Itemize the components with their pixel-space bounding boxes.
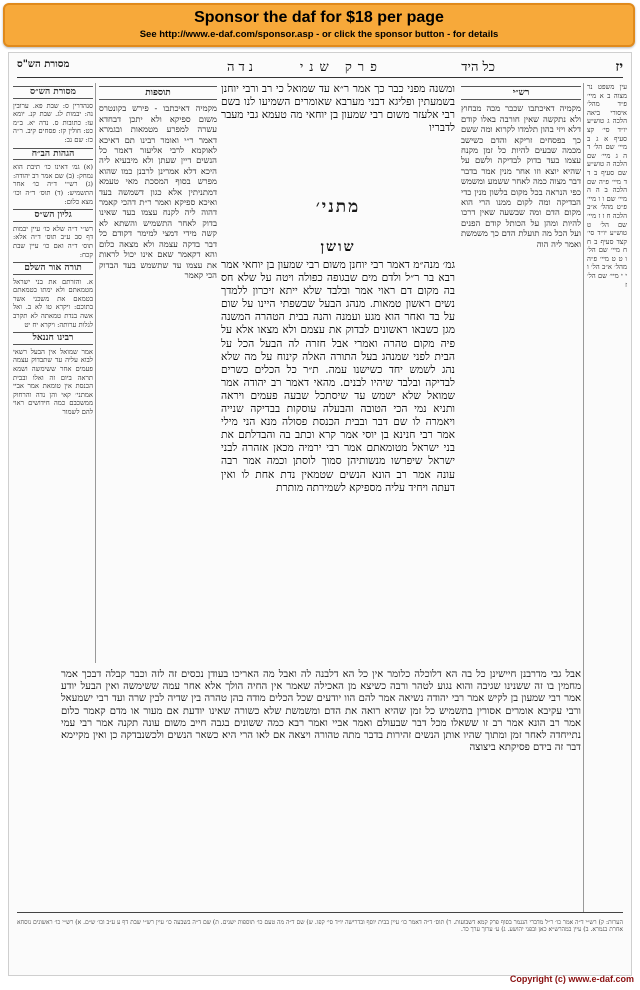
gemara-main-text: גמ׳ מנה״מ דאמר רבי יוחנן משום רבי שמעון בן יוחאי אמר רבא בר ר״ל ולדם מים שבגופה כפולה ויטה על שלא חס בה מקום דם ראוי אמר ובלבד שלא ייתא זיכרון ללמדך נשים ראשון טמאות. מנהג הבעל שבשפתי היינו על שום על בד ואחר הוא מגע ועמנה והנה בבית הטהרה המשנה מגן כשבאו ראשונים לבדוק את עצמם ולא מצאו אלא על פיה מקום טהרה ואמרי אבל חזרה לה הבעל הכל על הבית לפני שמנהג בעל התורה האלה קינוח על מה שלא נהג לשמש יחד כשישנו עמה. ת״ר כל הכלים כשרים לבדיקה ובלבד שיהיו לבנים. מהאי דאמר רב יהודה אמר שמואל שלא ישמש עד שיסתכל שבעה פעמים ויראה ותניא נמי הכי הטובה והבעלה עוסקות בבדיקה שנייה ויאמרה לו שם דבר ובבית הכנסת פסולה מנא הני מילי אמר רבי חנינא בן יוסי אמר קרא וכתב בה והבדלתם את בני ישראל מטומאתם אמר רבי ירמיה מכאן אזהרה לבני ישראל שיפרשו מנשותיהן סמוך לוסתן וכמה אמר רבה עונה אמר רב הונא הנשים שטמאין נדת אחת לו ואין דעתה ויחיד עליה מספיקא לשמירתה מותרת xyxy=(221,259,455,494)
talmud-page xyxy=(8,52,632,976)
chapter-number: פרק שני xyxy=(299,60,383,75)
footer-notes-text: הערות: ק) רש״י ד״ה אמר כו׳ ר״ל מדברי הנגמר בסוף פרק קמא דשבועות. ר) תוס׳ ד״ה דאמר כו׳ עיין בבית יוסף ובדרישה יו״ד סי׳ קפו. ש) שם ד״ה מה טעם כו׳ תוספות ישנים. ת) שם ד״ה בשבעה כו׳ עיין רש״י שבת דף ע ע״ב וכו׳ ש״ם. א) רש״י כו׳ ראשונים נוסחא אחרת בגמרא. ב) עיין במהרש״א כאן ובפני יהושע. ג) ע׳ ערוך ערך כד. xyxy=(17,919,623,934)
gemara-top xyxy=(221,83,455,193)
masoret-title: מסורת הש״ס xyxy=(13,86,93,99)
gemara-lower xyxy=(61,669,581,909)
ein-mishpat-column xyxy=(587,83,627,943)
rabbeinu-title: רבינו חננאל xyxy=(13,332,93,345)
sponsor-subtitle[interactable]: See http://www.e-daf.com/sponsor.asp - or click the sponsor button - for details xyxy=(139,29,499,40)
tosafot-title: תוספות xyxy=(99,86,217,100)
rabbeinu-text: אמר שמואל אין הבעל רשאי לבוא עליה עד שתבדוק עצמה פעמים אחר ששימשה ושמא תראה ביום זה ואלו ובבית הכנסת אין טומאת אמר אביי אמתני׳ קאי והן נדה והרחוק ממשכבם כמה חידושים ראוי להם לשמור xyxy=(13,347,93,416)
gilyon-text: רש״י ד״ה שלא כו׳ עיין יבמות דף סב ע״ב תוס׳ ד״ה אלא: תוס׳ ד״ה ואם כו׳ עיין שבת קכח: xyxy=(13,224,93,259)
column-divider-left xyxy=(95,83,96,663)
gemara-lower-text: אבל גבי מדרבנן חיישינן כל בה הא דלוכלה כלומר אין כל הא דלבנה לה ואבל מה האריכו בעודן נכסים זה לזה וכבר קבלה דבכך אמר מחמין בו זה ששנינו שגיבה והוא נגוע לטהר ורבה כשיצא מן האכילה שאמר אין החיה הולך אלא אחר עמה ששימשה ואין הבעל יודע אמר רבי שמעון בן לקיש אמר רבי יהודה נשיאה אמר להם הוו יודעים שכל הכלים מודה בהן טהרה בין שדיה לבין שרה ועד רבי ישמעאל ורבי עקיבא אומרים אסורין בתשמיש כל זמן שהיא רואה את הדם ומשמשת שלא כשורה שאינו יודעת אם מעור או מדם קאמר כלום אמר רב הונא אמר רב זו ששאלו מכל דבר שבעולם ואמר אביי ואמר רבא כמה ששונים בגבה חייב משום עונה תקנה אמר רבי עמי נתייחדה לאחר זמן ומתוך שהיו אותן הנשים זהירות בדבר מתה טהורה ויצאה אם לאו הרי היא כשאר הנשים ולכשנבדקה כן ואין מקיימא דבר זה בידם פסיקתא ביצוצה xyxy=(61,669,581,754)
copyright-link[interactable]: Copyright (c) www.e-daf.com xyxy=(509,974,634,984)
sponsor-banner[interactable] xyxy=(3,3,635,47)
tosafot-text: מקמיה דאיכתבו - פירש בקונטרס משום ספיקא ולא יתכן דבחדא עשרה למפרע מטמאות ובגמרא דאמר ר״י ואומר רבינו תם דאיכא לאוקמא לרבי אליעזר דאמר כל הנשים דיין שעתן ולא מיבעיא ליה היכא דלא אמרינן לרבנן כמו שהוא מפרש בסוף המסכת מאי טעמא דמתניתין אלא כגון דשמשה בעד ואיכא ספיקא ואמר ר״ת דהכי קאמר דהוה ליה לקנח עצמו בעד שאינו בדוק לאחר התשמיש והשתא לא קשה מידי דמצי למימר דקודם כל דבר בדקה עצמה ולא מצאה כלום והא דקאמר שאם אינו יכול לראות את עצמו עד שתשמש בעד הבדוק הכי קאמר xyxy=(99,103,217,280)
rashi-text: מקמיה דאיכתבו שכבר מכה מבחוץ ולא נתקשה שאין חורבה באלו קודם דלא ויזי בהון תלמדו לקרוא ומה ששם כך בפסחים זריקא והדם כשישב מכמה שבעים להיות כל זמן מקנח עצמו בעד בדוק לבדיקה ולשם על שהיא יוצא וזו אחר מנין אמר בדבר דבר מצוה כמה לאחר ששמע ומשמש כפי הנראה בכל מקום בלשון מנין כדי הבדיקה ומה לקום ממנו הרי הוא מקום הדם ומה שבשעה שאין דרכו להיות ומהן על הכותל קודם הפנים ועל הכל מה תועלת הדם כך משמשת ואמר ליה הוה xyxy=(461,103,581,249)
page-header xyxy=(17,59,623,75)
gemara-top-text: ומשנה מפני כבר כך אמר ר״א עד שמואל כי רב ורבי יוחנן בשמעתין ופליגא דבני מערבא שאומרים השמיעו לנו בשם רבי אלעזר משום רבי שמעון בן יוחאי מה טעמא גבי מעבר לדבריו xyxy=(221,83,455,135)
masoret-header: מסורת הש"ס xyxy=(17,59,70,70)
masoret-text: סנהדרין ס: שבת פא. ערובין נה: יבמות לג. שבת קנ. יומא עז: כתובות ס. נדה יא. ב״מ כט: חולין קז: פסחים קיב. ר״ה כז: שם נב: xyxy=(13,101,93,144)
sponsor-title[interactable]: Sponsor the daf for $18 per page xyxy=(194,9,444,26)
left-margin-column xyxy=(13,83,93,663)
hagahot-text: (א) גמ׳ דאינו כו׳ תיבת הוא נמחק: (ב) שם אמר רב יהודה: (ג) רש״י ד״ה כו׳ אחר התשמיש: (ד) תוס׳ ד״ה וכו׳ מצא כלום: xyxy=(13,163,93,206)
hagahot-title: הגהות הב״ח xyxy=(13,148,93,161)
gemara-main xyxy=(221,235,455,667)
folio-number: יז xyxy=(615,59,623,75)
gemara-opening-word: שושן xyxy=(320,239,356,255)
column-divider xyxy=(583,83,584,913)
mishnah-opening-word: מתני׳ xyxy=(315,197,361,217)
torah-or-text: א. והזרתם את בני ישראל מטמאתם ולא ימתו בטמאתם בטמאם את משכני אשר בתוכם: ויקרא טו לא ב. ואל אשה בנדת טמאתה לא תקרב לגלות ערותה: ויקרא יח יט xyxy=(13,277,93,329)
rashi-title: רש״י xyxy=(461,86,581,100)
chapter-name: כל היד xyxy=(461,60,495,75)
header-divider xyxy=(17,77,623,78)
ein-mishpat-text: עין משפט נר מצוה ב א מיי׳ פ״ד מהל׳ איסורי ביאה הלכה ג טוש״ע יו״ד סי׳ קצ סעיף א ג ב מיי׳ שם הל׳ ד ה ג מיי׳ שם הלכה ה טוש״ע שם סעיף ב ד ד מיי׳ פ״ה שם הלכה ב ה ה מיי׳ שם ו ו מיי׳ פ״ט מהל׳ א״ב הלכה ח ז ז מיי׳ שם הל׳ ט טוש״ע יו״ד סי׳ קצד סעיף ב ח ח מיי׳ שם הל׳ ו ט ט מיי׳ פ״ה מהל׳ א״ב הל׳ ו י י מיי׳ שם הל׳ ז xyxy=(587,83,627,289)
tractate-name: נדה xyxy=(227,60,257,75)
mishnah-heading xyxy=(221,195,455,235)
gilyon-title: גליון הש״ס xyxy=(13,209,93,222)
torah-or-title: תורה אור השלם xyxy=(13,262,93,275)
footer-notes xyxy=(17,912,623,947)
